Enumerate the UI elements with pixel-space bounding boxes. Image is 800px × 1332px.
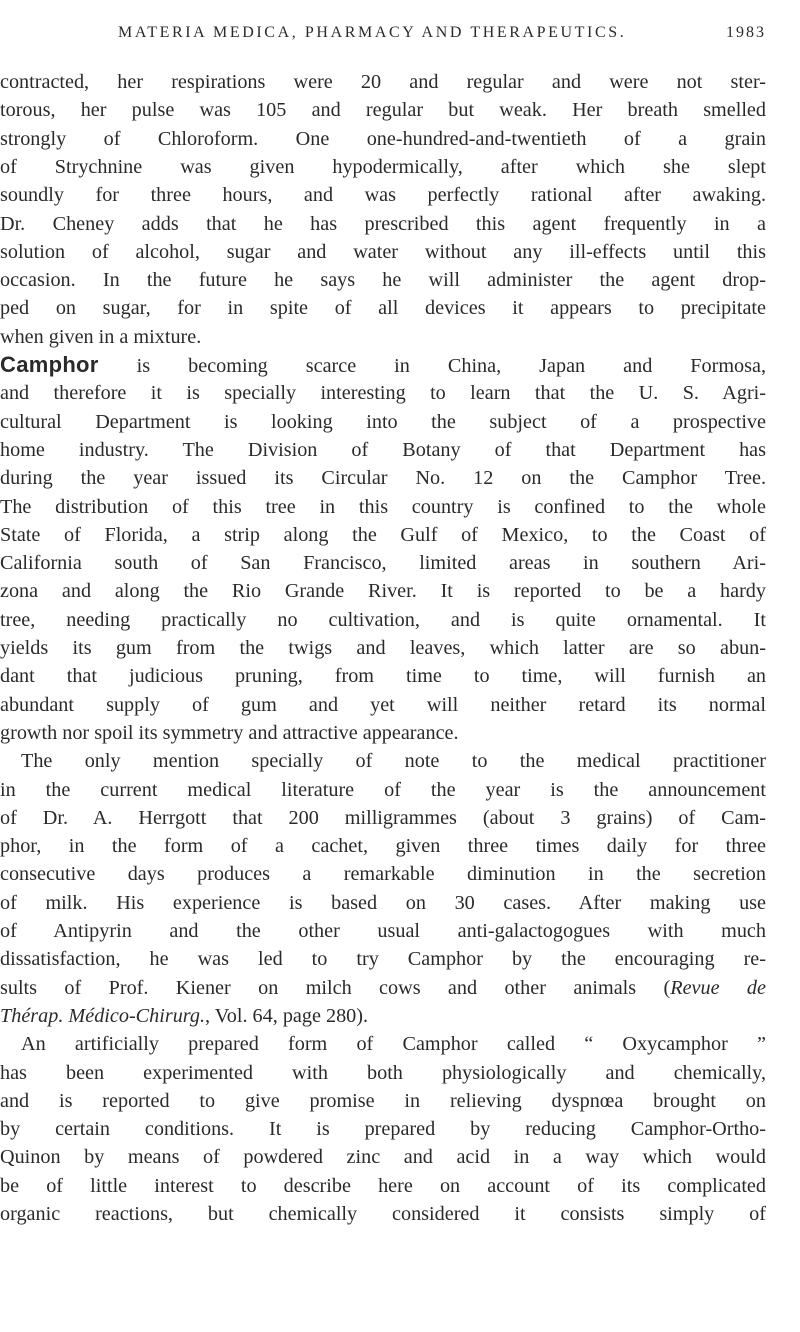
citation-line-continued	[0, 1004, 766, 1028]
text-line: zona and along the Rio Grande River. It is reported to be a hardy	[0, 580, 766, 603]
camphor-first-line-text: is becoming scarce in China, Japan and Formosa,	[98, 355, 766, 377]
text-line: California south of San Francisco, limited areas in southern Ari-	[0, 552, 766, 575]
text-line: phor, in the form of a cachet, given three times daily for three	[0, 835, 766, 858]
text-line: dant that judicious pruning, from time to time, will furnish an	[0, 665, 766, 688]
text-line: Dr. Cheney adds that he has prescribed this agent frequently in a	[0, 212, 766, 235]
text-line: has been experimented with both physiologically and chemically,	[0, 1061, 766, 1084]
text-line: ped on sugar, for in spite of all devices it appears to precipitate	[0, 297, 766, 320]
text-line: by certain conditions. It is prepared by reducing Camphor-Ortho-	[0, 1118, 766, 1141]
page-number: 1983	[726, 24, 766, 41]
text-line: contracted, her respirations were 20 and regular and were not ster-	[0, 71, 766, 93]
camphor-heading: Camphor	[0, 352, 99, 377]
text-line: of Dr. A. Herrgott that 200 milligrammes (about 3 grains) of Cam-	[0, 806, 766, 829]
text-line: Quinon by means of powdered zinc and acid in a way which would	[0, 1146, 766, 1169]
text-line: and therefore it is specially interesting to learn that the U. S. Agri-	[0, 382, 766, 405]
text-line: growth nor spoil its symmetry and attractive appearance.	[0, 721, 459, 744]
text-line: cultural Department is looking into the subject of a prospective	[0, 410, 766, 433]
text-line: in the current medical literature of the year is the announcement	[0, 778, 766, 801]
text-line: when given in a mixture.	[0, 325, 202, 348]
citation-line	[0, 976, 766, 1000]
journal-title: Revue de	[670, 976, 766, 999]
text-line: home industry. The Division of Botany of that Department has	[0, 438, 766, 461]
text-line: yields its gum from the twigs and leaves, which latter are so abun-	[0, 637, 766, 659]
text-line: strongly of Chloroform. One one-hundred-and-twentieth of a grain	[0, 127, 766, 150]
text-line: of Antipyrin and the other usual anti-galactogogues with much	[0, 920, 766, 942]
text-line: consecutive days produces a remarkable diminution in the secretion	[0, 863, 766, 886]
text-line: torous, her pulse was 105 and regular but weak. Her breath smelled	[0, 99, 766, 122]
text-line: The only mention specially of note to the medical practitioner	[21, 750, 766, 773]
text-line: State of Florida, a strip along the Gulf of Mexico, to the Coast of	[0, 523, 766, 546]
text-line: An artificially prepared form of Camphor called “ Oxycamphor ”	[21, 1033, 766, 1056]
text-line: abundant supply of gum and yet will neither retard its normal	[0, 693, 766, 716]
text-line: occasion. In the future he says he will administer the agent drop-	[0, 269, 766, 292]
journal-title-continued: Thérap. Médico-Chirurg.	[0, 1004, 206, 1027]
text-line: and is reported to give promise in relieving dyspnœa brought on	[0, 1089, 766, 1112]
running-head	[0, 24, 766, 46]
text-line: soundly for three hours, and was perfectly rational after awaking.	[0, 184, 766, 207]
text-line: The distribution of this tree in this country is confined to the whole	[0, 495, 766, 518]
text-line: of milk. His experience is based on 30 cases. After making use	[0, 891, 766, 914]
text-line: during the year issued its Circular No. 12 on the Camphor Tree.	[0, 467, 766, 490]
running-title: MATERIA MEDICA, PHARMACY AND THERAPEUTICS.	[118, 24, 627, 41]
text-line: of Strychnine was given hypodermically, after which she slept	[0, 155, 766, 178]
citation-text: sults of Prof. Kiener on milch cows and other animals (	[0, 976, 671, 999]
citation-reference: , Vol. 64, page 280).	[205, 1004, 369, 1027]
text-line: solution of alcohol, sugar and water without any ill-effects until this	[0, 240, 766, 263]
text-line: tree, needing practically no cultivation, and is quite ornamental. It	[0, 608, 766, 631]
camphor-paragraph-first-line	[0, 353, 766, 377]
text-line: dissatisfaction, he was led to try Camphor by the encouraging re-	[0, 948, 766, 971]
text-line: be of little interest to describe here on account of its complicated	[0, 1174, 766, 1197]
text-line: organic reactions, but chemically considered it consists simply of	[0, 1203, 766, 1225]
